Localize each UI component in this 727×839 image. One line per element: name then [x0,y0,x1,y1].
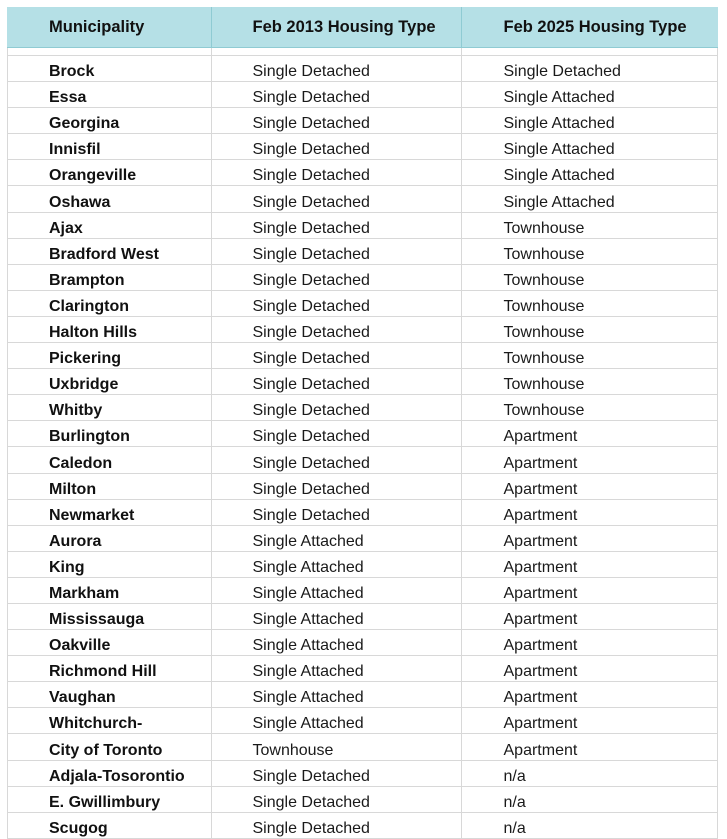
feb-2013-type-cell: Single Attached [211,603,461,629]
feb-2013-type-cell: Single Attached [211,551,461,577]
feb-2013-type-cell: Single Detached [211,786,461,812]
table-row [7,56,718,82]
feb-2013-type-cell: Single Attached [211,682,461,708]
feb-2013-type-cell: Single Detached [211,290,461,316]
feb-2013-type-cell: Single Detached [211,238,461,264]
table-row [7,786,718,812]
feb-2025-type-cell: Apartment [461,603,718,629]
feb-2025-type-cell: Apartment [461,447,718,473]
feb-2013-type-cell: Single Attached [211,708,461,734]
table-row [7,473,718,499]
table-row [7,264,718,290]
municipality-cell: Mississauga [7,603,211,629]
feb-2025-type-cell: Apartment [461,577,718,603]
feb-2025-type-cell: Apartment [461,656,718,682]
feb-2025-type-cell: Apartment [461,473,718,499]
table-row [7,630,718,656]
feb-2025-type-cell: Single Attached [461,82,718,108]
header-row [7,7,718,48]
feb-2025-type-cell: Apartment [461,682,718,708]
municipality-cell: Georgina [7,108,211,134]
municipality-cell: Adjala-Tosorontio [7,760,211,786]
table-row [7,551,718,577]
feb-2013-type-cell: Single Detached [211,108,461,134]
table-row [7,812,718,838]
municipality-cell: Scugog [7,812,211,838]
feb-2025-type-cell: Apartment [461,734,718,760]
municipality-cell: Whitby [7,395,211,421]
municipality-cell: Richmond Hill [7,656,211,682]
header-feb-2013-housing-type: Feb 2013 Housing Type [211,7,461,48]
municipality-cell: Innisfil [7,134,211,160]
table-row [7,108,718,134]
feb-2025-type-cell: Townhouse [461,369,718,395]
municipality-cell: Oakville [7,630,211,656]
feb-2013-type-cell: Single Attached [211,656,461,682]
feb-2013-type-cell: Single Detached [211,343,461,369]
municipality-cell: Essa [7,82,211,108]
table-row [7,369,718,395]
feb-2025-type-cell: Apartment [461,708,718,734]
table-row [7,212,718,238]
feb-2013-type-cell: Single Attached [211,525,461,551]
feb-2025-type-cell: n/a [461,812,718,838]
municipality-cell: King [7,551,211,577]
feb-2025-type-cell: Apartment [461,499,718,525]
table-row [7,186,718,212]
municipality-cell: Uxbridge [7,369,211,395]
municipality-cell: Bradford West [7,238,211,264]
municipality-cell: Halton Hills [7,316,211,342]
feb-2025-type-cell: Single Attached [461,108,718,134]
feb-2013-type-cell: Townhouse [211,734,461,760]
feb-2013-type-cell: Single Detached [211,212,461,238]
feb-2013-type-cell: Single Attached [211,630,461,656]
municipality-cell: Burlington [7,421,211,447]
feb-2025-type-cell: Apartment [461,421,718,447]
feb-2013-type-cell: Single Detached [211,134,461,160]
feb-2025-type-cell: n/a [461,786,718,812]
municipality-cell: Whitchurch- [7,708,211,734]
feb-2025-type-cell: Townhouse [461,238,718,264]
feb-2013-type-cell: Single Detached [211,395,461,421]
feb-2025-type-cell: Townhouse [461,316,718,342]
feb-2025-type-cell: Townhouse [461,290,718,316]
feb-2025-type-cell: Townhouse [461,264,718,290]
feb-2013-type-cell: Single Detached [211,499,461,525]
housing-type-table-container [7,7,718,839]
municipality-cell: Newmarket [7,499,211,525]
municipality-cell: Orangeville [7,160,211,186]
feb-2025-type-cell: Townhouse [461,395,718,421]
table-row [7,525,718,551]
municipality-cell: Milton [7,473,211,499]
municipality-cell: Vaughan [7,682,211,708]
table-row [7,708,718,734]
table-row [7,316,718,342]
header-municipality: Municipality [7,7,211,48]
table-row [7,160,718,186]
municipality-cell: City of Toronto [7,734,211,760]
table-row [7,603,718,629]
table-row [7,395,718,421]
municipality-cell: E. Gwillimbury [7,786,211,812]
feb-2025-type-cell: n/a [461,760,718,786]
feb-2013-type-cell: Single Detached [211,760,461,786]
table-row [7,760,718,786]
municipality-cell: Brampton [7,264,211,290]
feb-2025-type-cell: Single Attached [461,186,718,212]
table-row [7,734,718,760]
feb-2013-type-cell: Single Detached [211,186,461,212]
municipality-cell: Clarington [7,290,211,316]
feb-2013-type-cell: Single Detached [211,812,461,838]
feb-2025-type-cell: Apartment [461,630,718,656]
municipality-cell: Brock [7,56,211,82]
feb-2025-type-cell: Townhouse [461,212,718,238]
municipality-cell: Aurora [7,525,211,551]
table-row [7,421,718,447]
municipality-cell: Markham [7,577,211,603]
feb-2013-type-cell: Single Detached [211,369,461,395]
feb-2013-type-cell: Single Attached [211,577,461,603]
feb-2025-type-cell: Single Attached [461,160,718,186]
table-row [7,82,718,108]
feb-2013-type-cell: Single Detached [211,82,461,108]
table-row [7,290,718,316]
feb-2025-type-cell: Townhouse [461,343,718,369]
feb-2025-type-cell: Single Attached [461,134,718,160]
feb-2013-type-cell: Single Detached [211,447,461,473]
feb-2013-type-cell: Single Detached [211,316,461,342]
table-header [7,7,718,48]
feb-2025-type-cell: Apartment [461,551,718,577]
table-row [7,656,718,682]
table-row [7,343,718,369]
feb-2013-type-cell: Single Detached [211,264,461,290]
table-row [7,134,718,160]
feb-2025-type-cell: Single Detached [461,56,718,82]
feb-2013-type-cell: Single Detached [211,160,461,186]
feb-2013-type-cell: Single Detached [211,421,461,447]
table-row [7,577,718,603]
table-row [7,238,718,264]
housing-type-table [7,7,718,839]
feb-2013-type-cell: Single Detached [211,56,461,82]
feb-2025-type-cell: Apartment [461,525,718,551]
header-feb-2025-housing-type: Feb 2025 Housing Type [461,7,718,48]
municipality-cell: Pickering [7,343,211,369]
feb-2013-type-cell: Single Detached [211,473,461,499]
municipality-cell: Caledon [7,447,211,473]
table-body [7,48,718,839]
table-row [7,447,718,473]
table-row [7,499,718,525]
municipality-cell: Ajax [7,212,211,238]
header-spacer-row [7,48,718,56]
municipality-cell: Oshawa [7,186,211,212]
table-row [7,682,718,708]
